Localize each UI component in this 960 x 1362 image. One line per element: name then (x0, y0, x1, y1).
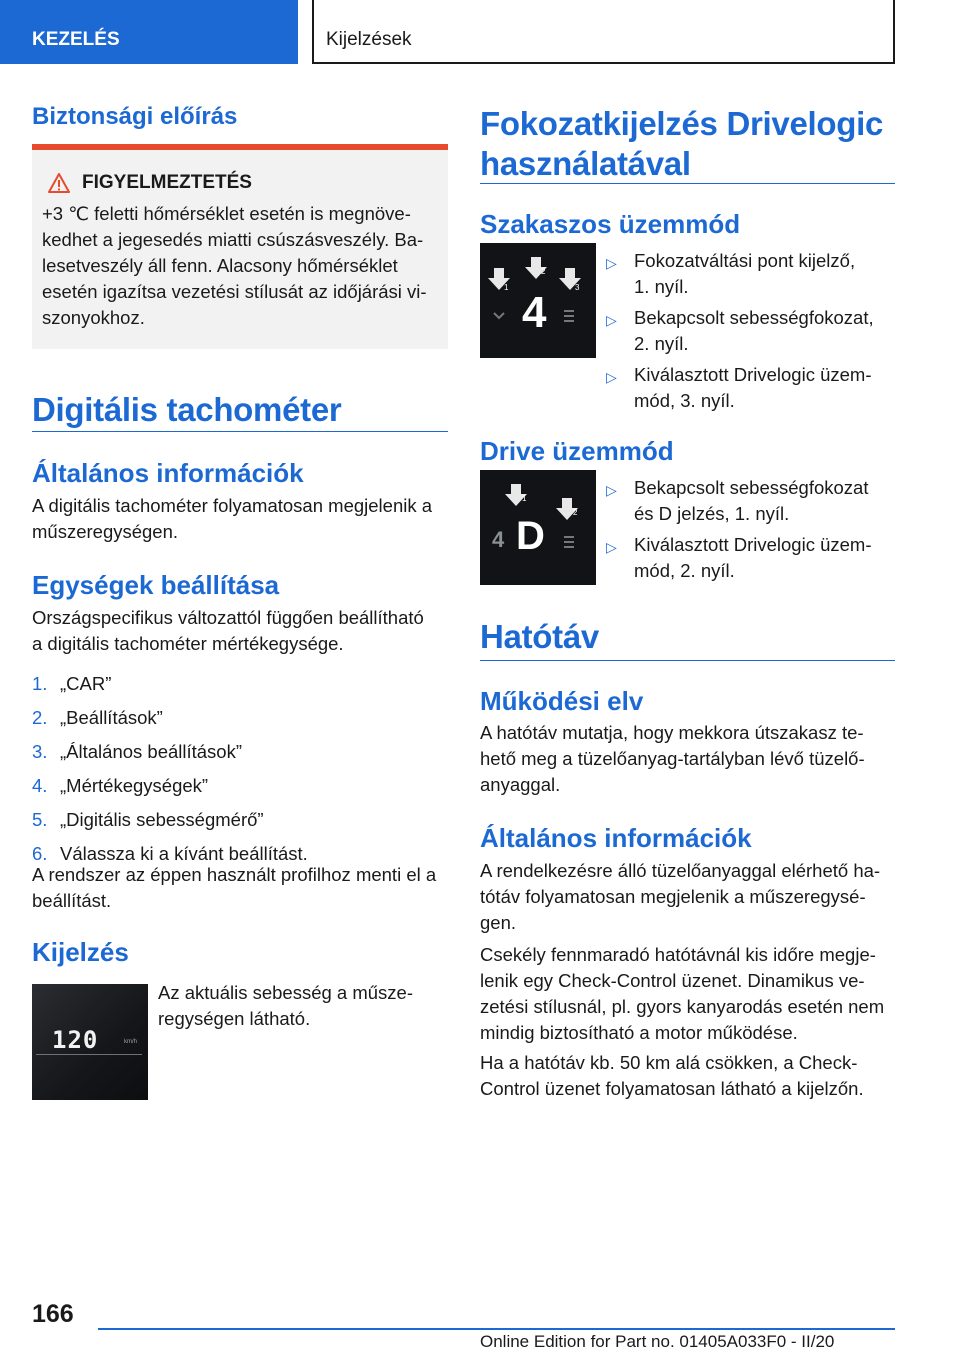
step-item (32, 741, 448, 775)
footer-rule (98, 1328, 895, 1330)
display-heading: Kijelzés (32, 937, 129, 967)
gear-digit: 4 (522, 288, 547, 337)
warning-line: lesetveszély áll fenn. Alacsony hőmérséklet (42, 255, 398, 276)
text-line: és D jelzés, 1. nyíl. (634, 503, 790, 524)
text-line: A hatótáv mutatja, hogy mekkora útszakasz te- (480, 722, 864, 743)
marker-1: 1 (522, 494, 527, 503)
save-note-text (32, 862, 452, 914)
gear-heading (480, 104, 895, 184)
speed-value: 120 (52, 1026, 99, 1054)
warning-box (32, 144, 448, 349)
step-item (32, 707, 448, 741)
text-line: tótáv folyamatosan megjelenik a műszeregysé- (480, 886, 866, 907)
safety-heading: Biztonsági előírás (32, 103, 238, 130)
text-line: Az aktuális sebesség a műsze- (158, 982, 414, 1003)
step-number: 1. (32, 673, 48, 694)
triangle-bullet-icon: ▷ (606, 369, 617, 385)
list-item (606, 248, 906, 300)
range-general-heading: Általános információk (480, 823, 752, 853)
display-text (158, 980, 458, 1032)
low-range-text (480, 942, 900, 1046)
warning-line: esetén igazítsa vezetési stílusát az időjárási vi- (42, 281, 427, 302)
speed-underline (36, 1054, 142, 1055)
step-item (32, 775, 448, 809)
warning-line: kedhet a jegesedés miatti csúszásveszély. Ba- (42, 229, 424, 250)
text-line: Csekély fennmaradó hatótávnál kis időre megje- (480, 944, 876, 965)
text-line: regységen látható. (158, 1008, 311, 1029)
page-number: 166 (32, 1300, 74, 1328)
sequential-heading: Szakaszos üzemmód (480, 209, 741, 239)
warning-line: szonyokhoz. (42, 307, 145, 328)
step-text: „CAR” (60, 673, 112, 694)
warning-header (42, 172, 436, 194)
text-line: Control üzenet folyamatosan látható a kijelzőn. (480, 1078, 864, 1099)
step-number: 3. (32, 741, 48, 762)
text-line: Bekapcsolt sebességfokozat (634, 477, 869, 498)
tacho-heading: Digitális tachométer (32, 391, 342, 428)
step-item (32, 673, 448, 707)
step-item (32, 809, 448, 843)
triangle-bullet-icon: ▷ (606, 539, 617, 555)
step-text: „Digitális sebességmérő” (60, 809, 264, 830)
units-heading: Egységek beállítása (32, 570, 280, 600)
heading-rule (480, 660, 895, 661)
range-general-text (480, 858, 900, 936)
drive-heading: Drive üzemmód (480, 436, 674, 466)
text-line: Bekapcsolt sebességfokozat, (634, 307, 874, 328)
step-number: 4. (32, 775, 48, 796)
text-line: A digitális tachométer folyamatosan megjelenik a (32, 495, 433, 516)
marker-1: 1 (504, 283, 509, 292)
heading-line: Fokozatkijelzés Drivelogic (480, 105, 884, 142)
step-text: „Beállítások” (60, 707, 163, 728)
list-item (606, 475, 906, 527)
side-gear-digit: 4 (492, 527, 505, 552)
drive-mode-image (480, 470, 596, 585)
heading-rule (480, 183, 895, 184)
marker-3: 3 (575, 283, 580, 292)
drive-list (606, 475, 906, 589)
marker-2: 2 (541, 267, 546, 276)
warning-triangle-icon (48, 173, 70, 193)
warning-title: FIGYELMEZTETÉS (82, 172, 252, 193)
sequential-list (606, 248, 906, 419)
text-line: mód, 2. nyíl. (634, 560, 735, 581)
text-line: lenik egy Check-Control üzenet. Dinamikus ve- (480, 970, 865, 991)
units-text (32, 605, 452, 657)
text-line: 2. nyíl. (634, 333, 689, 354)
steps-list (32, 673, 448, 877)
text-line: Fokozatváltási pont kijelző, (634, 250, 856, 271)
list-item (606, 532, 906, 584)
principle-heading: Működési elv (480, 686, 644, 716)
range-heading: Hatótáv (480, 618, 599, 655)
text-line: A rendelkezésre álló tüzelőanyaggal elérhető ha- (480, 860, 881, 881)
heading-line: használatával (480, 145, 691, 182)
chapter-title: Kijelzések (312, 0, 895, 64)
step-text: Válassza ki a kívánt beállítást. (60, 843, 308, 864)
text-line: mód, 3. nyíl. (634, 390, 735, 411)
text-line: Kiválasztott Drivelogic üzem- (634, 364, 872, 385)
step-number: 5. (32, 809, 48, 830)
drive-letter: D (516, 514, 545, 558)
step-text: „Mértékegységek” (60, 775, 209, 796)
text-line: műszeregységen. (32, 521, 179, 542)
text-line: anyaggal. (480, 774, 561, 795)
general-info-text (32, 493, 452, 545)
edition-text: Online Edition for Part no. 01405A033F0 - II/20 (480, 1332, 835, 1351)
step-number: 6. (32, 843, 48, 864)
range-km-text (480, 1050, 900, 1102)
list-item (606, 305, 906, 357)
text-line: Ha a hatótáv kb. 50 km alá csökken, a Check- (480, 1052, 858, 1073)
list-item (606, 362, 906, 414)
step-text: „Általános beállítások” (60, 741, 243, 762)
text-line: hető meg a tüzelőanyag-tartályban lévő tüzelő- (480, 748, 865, 769)
sequential-mode-image (480, 243, 596, 358)
general-info-heading: Általános információk (32, 458, 304, 488)
heading-rule (32, 431, 448, 432)
section-tab: KEZELÉS (0, 0, 298, 64)
step-number: 2. (32, 707, 48, 728)
warning-line: +3 ℃ feletti hőmérséklet esetén is megnöve- (42, 203, 411, 224)
speed-unit: km/h (124, 1039, 138, 1045)
triangle-bullet-icon: ▷ (606, 312, 617, 328)
warning-text (42, 201, 436, 331)
triangle-bullet-icon: ▷ (606, 255, 617, 271)
speedometer-image (32, 984, 148, 1100)
text-line: a digitális tachométer mértékegysége. (32, 633, 344, 654)
text-line: Országspecifikus változattól függően beállítható (32, 607, 424, 628)
triangle-bullet-icon: ▷ (606, 482, 617, 498)
principle-text (480, 720, 900, 798)
text-line: zetési stílusnál, pl. gyors kanyarodás esetén nem (480, 996, 885, 1017)
marker-2: 2 (573, 508, 578, 517)
text-line: beállítást. (32, 890, 112, 911)
text-line: 1. nyíl. (634, 276, 689, 297)
text-line: gen. (480, 912, 517, 933)
text-line: A rendszer az éppen használt profilhoz menti el a (32, 864, 437, 885)
text-line: mindig biztosítható a motor működése. (480, 1022, 798, 1043)
text-line: Kiválasztott Drivelogic üzem- (634, 534, 872, 555)
